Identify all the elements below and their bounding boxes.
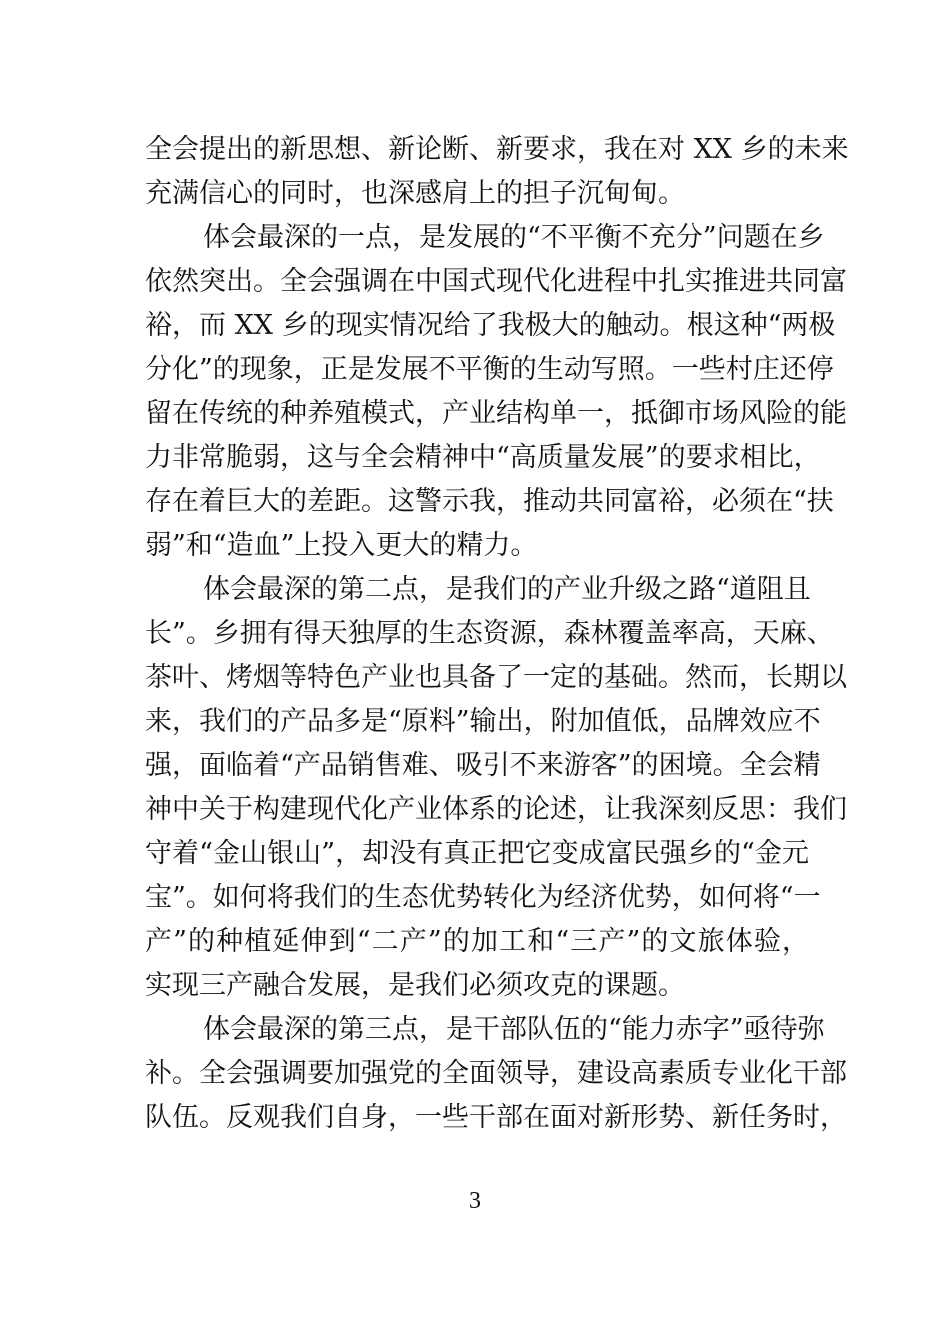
text-line: 来，我们的产品多是“原料”输出，附加值低，品牌效应不 (145, 706, 821, 737)
paragraph (145, 568, 847, 1008)
text-line: 神中关于构建现代化产业体系的论述，让我深刻反思：我们 (145, 794, 847, 825)
paragraph (145, 1008, 847, 1140)
text-line: 强，面临着“产品销售难、吸引不来游客”的困境。全会精 (145, 750, 821, 781)
document-body (145, 128, 849, 1140)
text-line: 体会最深的第二点，是我们的产业升级之路“道阻且 (203, 574, 811, 605)
text-line: 依然突出。全会强调在中国式现代化进程中扎实推进共同富 (145, 266, 847, 297)
text-line: 全会提出的新思想、新论断、新要求，我在对 XX 乡的未来 (145, 134, 849, 165)
text-line: 补。全会强调要加强党的全面领导，建设高素质专业化干部 (145, 1058, 847, 1089)
text-line: 实现三产融合发展，是我们必须攻克的课题。 (145, 970, 685, 1001)
page-number: 3 (469, 1188, 481, 1214)
text-line: 队伍。反观我们自身，一些干部在面对新形势、新任务时， (145, 1102, 847, 1133)
text-line: 存在着巨大的差距。这警示我，推动共同富裕，必须在“扶 (145, 486, 834, 517)
text-line: 长”。乡拥有得天独厚的生态资源，森林覆盖率高，天麻、 (145, 618, 834, 649)
text-line: 留在传统的种养殖模式，产业结构单一，抵御市场风险的能 (145, 398, 847, 429)
text-line: 体会最深的一点，是发展的“不平衡不充分”问题在乡 (203, 222, 825, 253)
text-line: 产”的种植延伸到“二产”的加工和“三产”的文旅体验， (145, 926, 809, 957)
text-line: 宝”。如何将我们的生态优势转化为经济优势，如何将“一 (145, 882, 821, 913)
paragraph (145, 216, 847, 568)
text-line: 守着“金山银山”，却没有真正把它变成富民强乡的“金元 (145, 838, 809, 869)
paragraph (145, 128, 849, 216)
text-line: 弱”和“造血”上投入更大的精力。 (145, 530, 538, 561)
text-line: 力非常脆弱，这与全会精神中“高质量发展”的要求相比， (145, 442, 821, 473)
text-line: 充满信心的同时，也深感肩上的担子沉甸甸。 (145, 178, 685, 209)
text-line: 体会最深的第三点，是干部队伍的“能力赤字”亟待弥 (203, 1014, 825, 1045)
text-line: 裕，而 XX 乡的现实情况给了我极大的触动。根这种“两极 (145, 310, 836, 341)
text-line: 茶叶、烤烟等特色产业也具备了一定的基础。然而，长期以 (145, 662, 847, 693)
text-line: 分化”的现象，正是发展不平衡的生动写照。一些村庄还停 (145, 354, 834, 385)
